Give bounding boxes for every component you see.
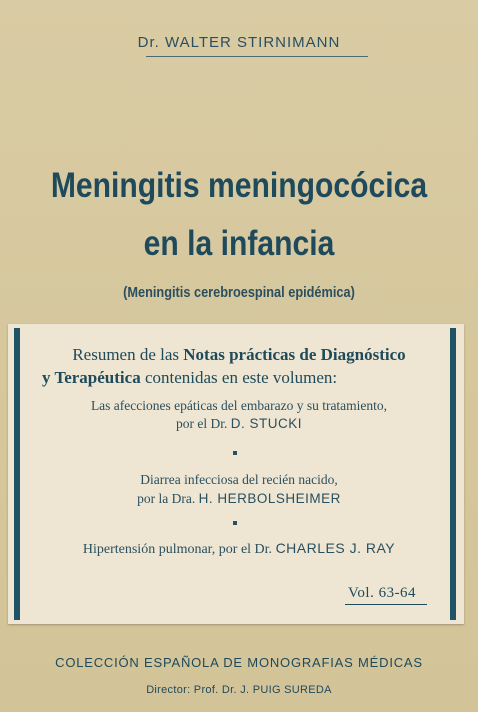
item-2-line-2 — [0, 491, 478, 507]
item-2-prefix: por la Dra. — [137, 491, 199, 506]
collection-name: COLECCIÓN ESPAÑOLA DE MONOGRAFIAS MÉDICAS — [55, 655, 423, 670]
director-line: Director: Prof. Dr. J. PUIG SUREDA — [146, 684, 332, 696]
item-1-line-1: Las afecciones epáticas del embarazo y su tratamiento, — [90, 398, 388, 413]
separator-dot-1 — [233, 451, 237, 455]
subtitle: (Meningitis cerebroespinal epidémica) — [123, 284, 355, 301]
item-1-prefix: por el Dr. — [175, 416, 231, 431]
summary-bold-2: y Terapéutica — [42, 368, 141, 387]
volume-underline — [345, 604, 427, 605]
item-1-line-2 — [0, 416, 478, 432]
item-3-prefix: Hipertensión pulmonar, por el Dr. — [82, 542, 276, 557]
summary-intro-line-2 — [42, 368, 337, 388]
separator-dot-2 — [233, 521, 237, 525]
author-name: Dr. WALTER STIRNIMANN — [137, 34, 341, 51]
volume-number: Vol. 63-64 — [348, 585, 417, 601]
item-3-author: CHARLES J. RAY — [275, 540, 396, 556]
title-line-2: en la infancia — [143, 224, 335, 263]
item-3-line — [0, 540, 478, 558]
summary-bold-1: Notas prácticas de Diagnóstico — [183, 345, 406, 364]
item-2-author: H. HERBOLSHEIMER — [198, 491, 341, 506]
summary-suffix: contenidas en este volumen: — [140, 368, 338, 387]
summary-prefix: Resumen de las — [72, 345, 184, 364]
item-1-author: D. STUCKI — [230, 416, 302, 431]
item-2-line-1: Diarrea infecciosa del recién nacido, — [140, 472, 338, 487]
summary-intro-line-1 — [0, 345, 478, 365]
title-line-1: Meningitis meningocócica — [50, 166, 428, 205]
author-underline — [146, 56, 368, 57]
